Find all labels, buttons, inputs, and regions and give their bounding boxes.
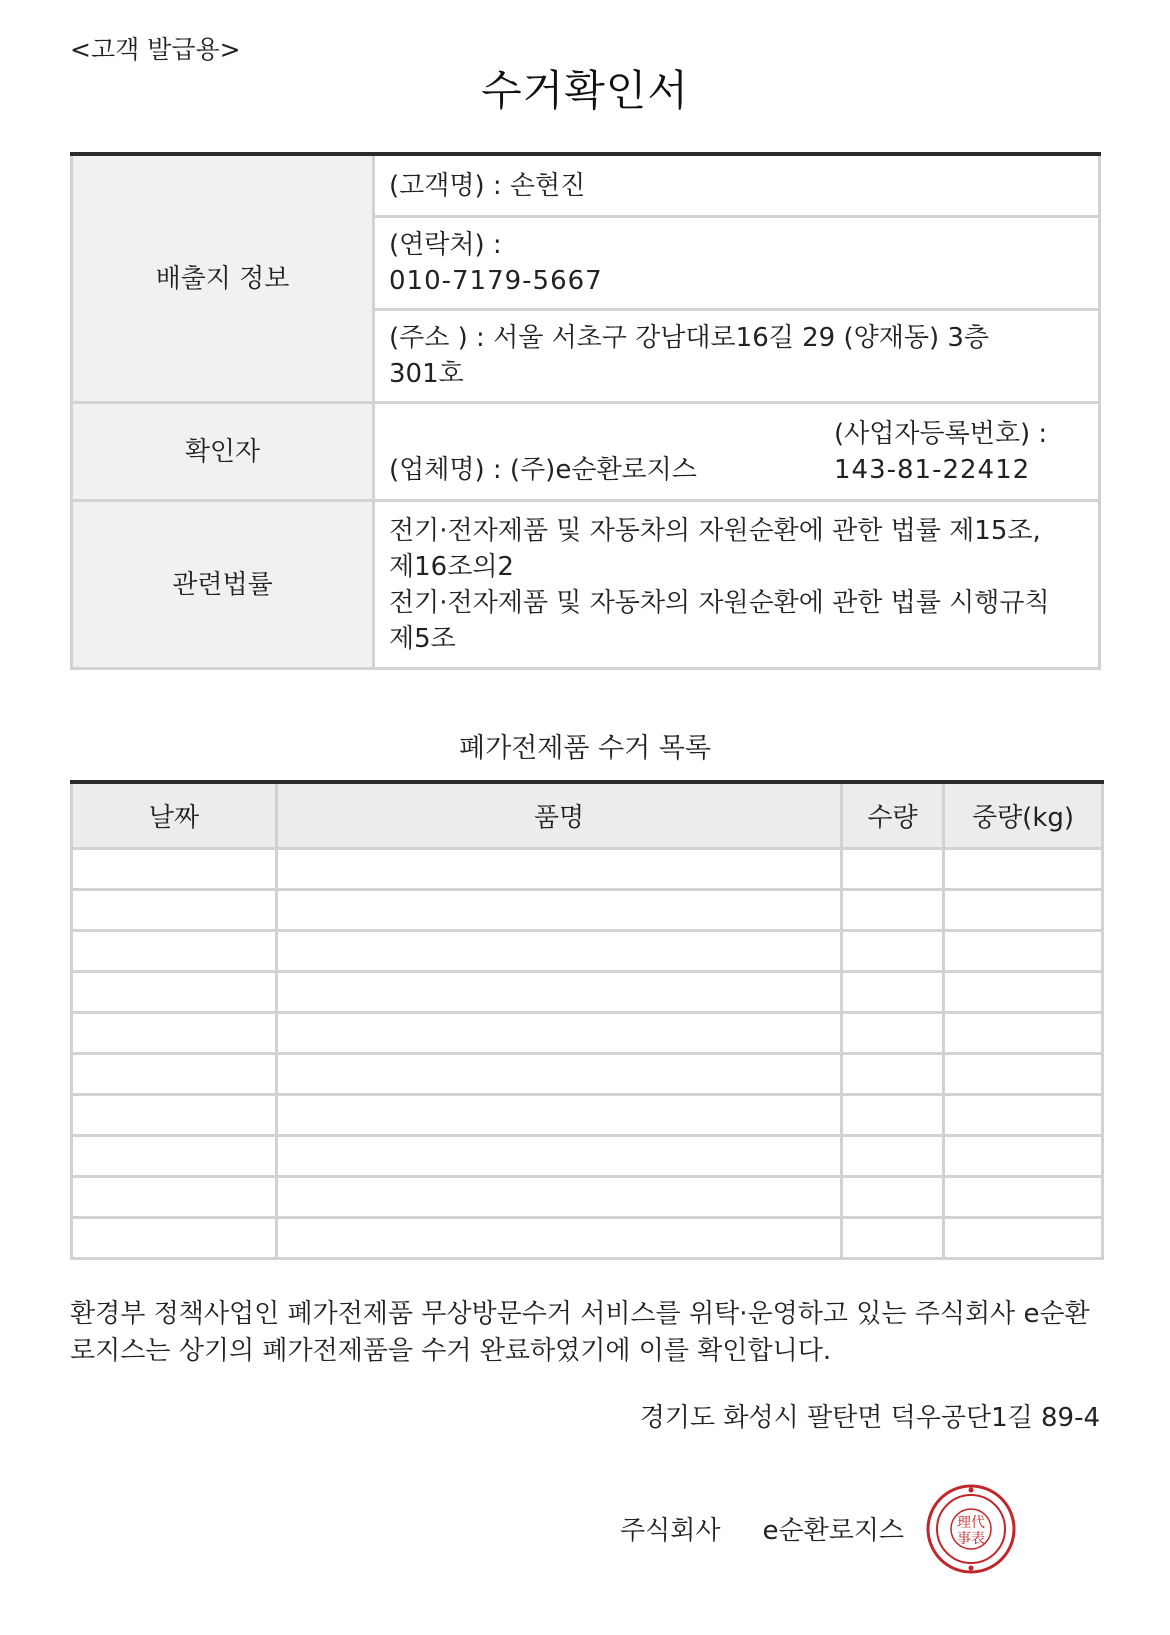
business-number: 143-81-22412 <box>834 454 1031 485</box>
table-row <box>72 931 1103 972</box>
table-row <box>72 1013 1103 1054</box>
item-name-cell <box>277 1095 842 1136</box>
weight-cell <box>944 1054 1103 1095</box>
address-line1: (주소 ) : 서울 서초구 강남대로16길 29 (양재동) 3층 <box>389 323 990 353</box>
svg-text:理代: 理代 <box>957 1515 985 1531</box>
company-seal-stamp <box>925 1483 1017 1575</box>
quantity-cell <box>842 1177 944 1218</box>
table-row <box>72 890 1103 931</box>
svg-text:事表: 事表 <box>957 1531 985 1547</box>
law-line2: 제16조의2 <box>389 551 514 582</box>
column-quantity: 수량 <box>842 782 944 849</box>
item-name-cell <box>277 849 842 890</box>
weight-cell <box>944 1218 1103 1259</box>
date-cell <box>72 1054 277 1095</box>
law-line4: 제5조 <box>389 623 456 654</box>
info-table <box>70 152 1101 670</box>
table-row <box>72 1218 1103 1259</box>
column-date: 날짜 <box>72 782 277 849</box>
collection-list-table <box>70 780 1104 1260</box>
contact-value: 010-7179-5667 <box>389 266 603 296</box>
discharge-info-label: 배출지 정보 <box>72 154 374 403</box>
company-name-footer: e순환로지스 <box>762 1516 905 1546</box>
address-cell <box>374 310 1100 403</box>
item-name-cell <box>277 890 842 931</box>
table-row <box>72 1177 1103 1218</box>
date-cell <box>72 972 277 1013</box>
date-cell <box>72 1218 277 1259</box>
confirmer-label: 확인자 <box>72 403 374 501</box>
table-row <box>72 1095 1103 1136</box>
quantity-cell <box>842 849 944 890</box>
weight-cell <box>944 890 1103 931</box>
quantity-cell <box>842 1013 944 1054</box>
contact-cell <box>374 217 1100 310</box>
quantity-cell <box>842 1136 944 1177</box>
confirmation-statement: 환경부 정책사업인 폐가전제품 무상방문수거 서비스를 위탁·운영하고 있는 주식회사 e순환로지스는 상기의 폐가전제품을 수거 완료하였기에 이를 확인합니다. <box>70 1299 1090 1366</box>
item-name-cell <box>277 1054 842 1095</box>
date-cell <box>72 1095 277 1136</box>
related-law-cell <box>374 501 1100 669</box>
weight-cell <box>944 1095 1103 1136</box>
item-name-cell <box>277 1177 842 1218</box>
date-cell <box>72 1013 277 1054</box>
company-name: (업체명) : (주)e순환로지스 <box>389 454 697 485</box>
item-name-cell <box>277 1136 842 1177</box>
issue-label: <고객 발급용> <box>70 35 241 64</box>
law-line1: 전기·전자제품 및 자동차의 자원순환에 관한 법률 제15조, <box>389 515 1041 546</box>
quantity-cell <box>842 931 944 972</box>
column-item-name: 품명 <box>277 782 842 849</box>
table-header-row <box>72 782 1103 849</box>
column-weight: 중량(kg) <box>944 782 1103 849</box>
confirmer-cell <box>374 403 1100 501</box>
weight-cell <box>944 1177 1103 1218</box>
table-row <box>72 972 1103 1013</box>
related-law-label: 관련법률 <box>72 501 374 669</box>
business-number-block <box>834 416 1084 488</box>
weight-cell <box>944 931 1103 972</box>
date-cell <box>72 849 277 890</box>
customer-name: (고객명) : 손현진 <box>374 154 1100 217</box>
quantity-cell <box>842 1218 944 1259</box>
date-cell <box>72 890 277 931</box>
law-line3: 전기·전자제품 및 자동차의 자원순환에 관한 법률 시행규칙 <box>389 587 1050 618</box>
weight-cell <box>944 1136 1103 1177</box>
issuer-company <box>620 1510 904 1547</box>
date-cell <box>72 1177 277 1218</box>
table-row <box>72 849 1103 890</box>
contact-label: (연락처) : <box>389 230 502 260</box>
collection-list-title: 폐가전제품 수거 목록 <box>459 733 711 764</box>
date-cell <box>72 1136 277 1177</box>
business-number-label: (사업자등록번호) : <box>834 418 1048 449</box>
item-name-cell <box>277 1218 842 1259</box>
item-name-cell <box>277 1013 842 1054</box>
company-address: 경기도 화성시 팔탄면 덕우공단1길 89-4 <box>639 1403 1100 1433</box>
page-title: 수거확인서 <box>481 66 689 115</box>
weight-cell <box>944 849 1103 890</box>
quantity-cell <box>842 1054 944 1095</box>
table-row <box>72 1136 1103 1177</box>
quantity-cell <box>842 972 944 1013</box>
weight-cell <box>944 1013 1103 1054</box>
quantity-cell <box>842 1095 944 1136</box>
quantity-cell <box>842 890 944 931</box>
weight-cell <box>944 972 1103 1013</box>
date-cell <box>72 931 277 972</box>
address-line2: 301호 <box>389 359 464 389</box>
table-row <box>72 1054 1103 1095</box>
item-name-cell <box>277 931 842 972</box>
company-prefix: 주식회사 <box>620 1516 721 1546</box>
item-name-cell <box>277 972 842 1013</box>
